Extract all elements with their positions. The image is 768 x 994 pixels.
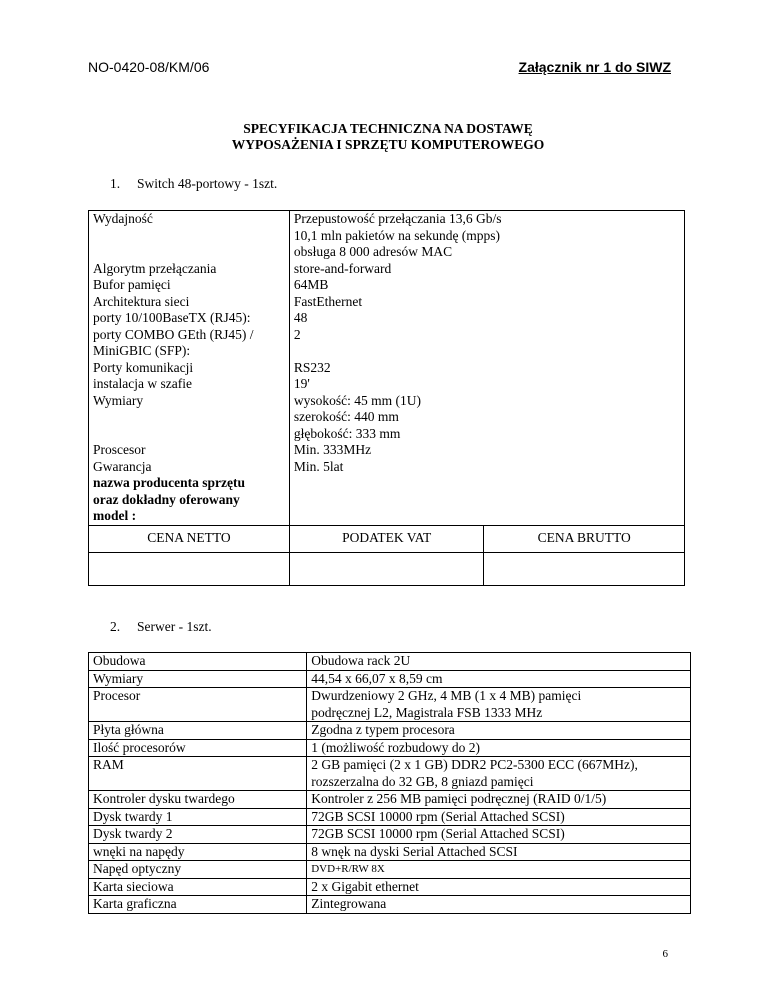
server-spec-table <box>88 652 691 914</box>
server-spec-key: Kontroler dysku twardego <box>89 791 307 809</box>
switch-spec-table <box>88 210 685 586</box>
switch-spec-key: oraz dokładny oferowany <box>93 491 240 507</box>
switch-spec-value <box>294 475 680 492</box>
server-spec-key: Wymiary <box>89 670 307 688</box>
server-spec-value <box>307 653 691 671</box>
server-spec-value <box>307 791 691 809</box>
section-1-heading <box>110 176 277 192</box>
switch-spec-key: Algorytm przełączania <box>93 260 217 276</box>
server-spec-value <box>307 861 691 879</box>
switch-spec-key: Architektura sieci <box>93 293 190 309</box>
switch-spec-key: porty 10/100BaseTX (RJ45): <box>93 310 251 325</box>
switch-spec-value: wysokość: 45 mm (1U) <box>293 392 421 408</box>
server-spec-row <box>89 861 691 879</box>
server-spec-value <box>307 843 691 861</box>
title-line-2: WYPOSAŻENIA I SPRZĘTU KOMPUTEROWEGO <box>231 137 545 152</box>
server-spec-value-line: 2 x Gigabit ethernet <box>311 878 419 894</box>
server-spec-value-line: Zgodna z typem procesora <box>311 722 455 737</box>
switch-spec-key: Porty komunikacji <box>93 359 194 375</box>
server-spec-value-line: 72GB SCSI 10000 rpm (Serial Attached SCSI) <box>311 826 565 841</box>
server-spec-value <box>307 757 691 791</box>
switch-spec-value <box>294 508 680 525</box>
switch-spec-value: FastEthernet <box>293 293 363 309</box>
server-spec-value-line: 72GB SCSI 10000 rpm (Serial Attached SCSI) <box>311 808 565 824</box>
server-spec-value <box>307 739 691 757</box>
switch-spec-value: głębokość: 333 mm <box>293 425 401 441</box>
switch-spec-key <box>93 426 285 443</box>
server-spec-row <box>89 688 691 722</box>
switch-spec-value: Min. 333MHz <box>293 442 372 457</box>
section-2-label: Serwer - 1szt. <box>137 619 212 634</box>
switch-spec-key: Wydajność <box>93 211 153 226</box>
server-spec-value-line: 2 GB pamięci (2 x 1 GB) DDR2 PC2-5300 ECC (667MHz), <box>311 757 638 772</box>
switch-spec-value: 2 <box>293 326 301 342</box>
switch-spec-key <box>93 409 285 426</box>
switch-spec-key: Gwarancja <box>93 458 152 474</box>
section-1-number: 1. <box>110 176 121 191</box>
price-vat-header: PODATEK VAT <box>289 525 484 552</box>
server-spec-key: Ilość procesorów <box>89 739 307 757</box>
server-spec-value-line: rozszerzalna do 32 GB, 8 gniazd pamięci <box>311 773 534 789</box>
switch-spec-key: Bufor pamięci <box>93 277 171 292</box>
switch-spec-key <box>93 228 285 245</box>
server-spec-key: Dysk twardy 1 <box>89 808 307 826</box>
price-gross-cell[interactable] <box>484 552 685 585</box>
server-spec-row <box>89 722 691 740</box>
section-2-number: 2. <box>110 619 121 634</box>
switch-spec-value: 19' <box>293 376 310 391</box>
switch-spec-key: model : <box>93 508 137 523</box>
server-spec-value <box>307 722 691 740</box>
server-spec-row <box>89 826 691 844</box>
server-spec-key: wnęki na napędy <box>89 843 307 861</box>
server-spec-key: Dysk twardy 2 <box>89 826 307 844</box>
server-spec-value <box>307 688 691 722</box>
switch-spec-value: Przepustowość przełączania 13,6 Gb/s <box>293 211 502 226</box>
server-spec-value <box>307 896 691 914</box>
server-spec-value-line: 1 (możliwość rozbudowy do 2) <box>311 739 480 755</box>
switch-spec-row <box>89 211 685 526</box>
server-spec-value-line: podręcznej L2, Magistrala FSB 1333 MHz <box>311 704 543 720</box>
price-header-row <box>89 525 685 552</box>
switch-spec-key: Proscesor <box>93 442 146 457</box>
price-value-row <box>89 552 685 585</box>
server-spec-value-line: Dwurdzeniowy 2 GHz, 4 MB (1 x 4 MB) pamięci <box>311 688 582 703</box>
switch-spec-key: Wymiary <box>93 392 144 408</box>
server-spec-value <box>307 878 691 896</box>
title-line-1: SPECYFIKACJA TECHNICZNA NA DOSTAWĘ <box>243 121 533 136</box>
section-1-label: Switch 48-portowy - 1szt. <box>137 176 278 191</box>
switch-spec-key: porty COMBO GEth (RJ45) / <box>93 326 254 342</box>
switch-spec-value: szerokość: 440 mm <box>293 409 399 424</box>
server-spec-row <box>89 739 691 757</box>
server-spec-value <box>307 670 691 688</box>
document-reference: NO-0420-08/KM/06 <box>88 59 210 75</box>
server-spec-key: Napęd optyczny <box>89 861 307 879</box>
switch-spec-key: MiniGBIC (SFP): <box>93 343 191 358</box>
switch-spec-value: 10,1 mln pakietów na sekundę (mpps) <box>293 227 501 243</box>
switch-spec-value: Min. 5lat <box>293 458 344 474</box>
switch-spec-values <box>289 211 684 526</box>
switch-spec-value: obsługa 8 000 adresów MAC <box>293 244 453 259</box>
server-spec-row <box>89 896 691 914</box>
server-spec-key: Karta sieciowa <box>89 878 307 896</box>
section-2-heading <box>110 619 212 635</box>
switch-spec-key: nazwa producenta sprzętu <box>93 475 246 490</box>
price-vat-cell[interactable] <box>289 552 484 585</box>
switch-spec-value: 64MB <box>293 277 329 292</box>
server-spec-row <box>89 653 691 671</box>
switch-spec-value: RS232 <box>293 359 331 375</box>
server-spec-value-line: Obudowa rack 2U <box>311 653 411 668</box>
server-spec-value-line: 44,54 x 66,07 x 8,59 cm <box>311 670 443 686</box>
page-number: 6 <box>662 948 668 960</box>
price-gross-header: CENA BRUTTO <box>484 525 685 552</box>
server-spec-row <box>89 843 691 861</box>
price-net-header: CENA NETTO <box>89 525 290 552</box>
server-spec-row <box>89 791 691 809</box>
switch-spec-value: store-and-forward <box>293 260 392 276</box>
server-spec-value-line: 8 wnęk na dyski Serial Attached SCSI <box>311 843 518 859</box>
server-spec-key: Procesor <box>89 688 307 722</box>
switch-spec-value <box>294 343 680 360</box>
attachment-label: Załącznik nr 1 do SIWZ <box>518 59 671 75</box>
server-spec-row <box>89 757 691 791</box>
price-net-cell[interactable] <box>89 552 290 585</box>
server-spec-key: RAM <box>89 757 307 791</box>
switch-spec-value: 48 <box>293 310 308 325</box>
server-spec-row <box>89 670 691 688</box>
server-spec-value <box>307 826 691 844</box>
switch-spec-key: instalacja w szafie <box>93 376 192 391</box>
server-spec-key: Płyta główna <box>89 722 307 740</box>
server-spec-value-line: Kontroler z 256 MB pamięci podręcznej (RAID 0/1/5) <box>311 791 607 806</box>
switch-spec-key <box>93 244 285 261</box>
server-spec-key: Obudowa <box>89 653 307 671</box>
server-spec-value-line: DVD+R/RW 8X <box>311 863 385 875</box>
switch-spec-value <box>294 492 680 509</box>
server-spec-key: Karta graficzna <box>89 896 307 914</box>
server-spec-row <box>89 878 691 896</box>
server-spec-value-line: Zintegrowana <box>311 896 387 911</box>
server-spec-value <box>307 808 691 826</box>
switch-spec-keys <box>89 211 290 526</box>
server-spec-row <box>89 808 691 826</box>
